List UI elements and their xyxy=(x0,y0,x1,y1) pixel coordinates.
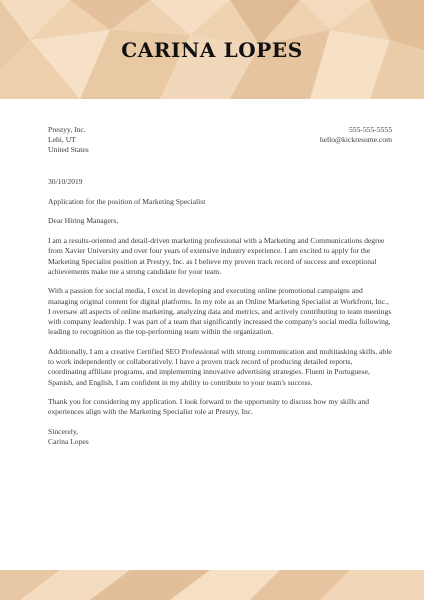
letter-paragraph: Additionally, I am a creative Certified SEO Professional with strong communication and multitasking skills, able to work independently or collaboratively. I have a proven track record of producing detailed reports, coordinating affiliate programs, and implementing innovative advertising strategies. Fluent in Portuguese, Spanish, and English, I am confident in my ability to contribute to your team's success. xyxy=(48,346,392,387)
letter-paragraph: Thank you for considering my application. I look forward to the opportunity to discuss how my skills and experiences align with the Marketing Specialist role at Prestyy, Inc. xyxy=(48,397,369,417)
letter-paragraph: With a passion for social media, I excel in developing and executing online promotional campaigns and managing original content for digital platforms. In my role as an Online Marketing Specialist at Workfront, Inc., I oversaw all aspects of online marketing, analyzing data and metrics, and actively contributing to team meetings with company leadership. I was part of a team that significantly increased the company's social media following, leading to recognition as the top-performing team within the organization. xyxy=(48,286,392,337)
letter-signature: Carina Lopes xyxy=(48,437,89,447)
sender-email: hello@kickresume.com xyxy=(319,135,392,145)
letter-body xyxy=(48,177,392,457)
sender-phone: 555-555-5555 xyxy=(348,125,392,134)
letter-paragraph: I am a results-oriented and detail-driven marketing professional with a Marketing and Communications degree from Xavier University and over four years of extensive industry experience. I am excited to apply for the Marketing Specialist position at Prestyy, Inc. as I believe my proven track record of success and exceptional achievements make me a strong candidate for your team. xyxy=(48,236,385,276)
recipient-city: Lehi, UT xyxy=(48,135,76,145)
letter-subject: Application for the position of Marketing Specialist xyxy=(48,196,206,206)
footer-polygon-pattern xyxy=(0,570,424,600)
address-block xyxy=(48,125,392,156)
candidate-name: CARINA LOPES xyxy=(121,38,303,62)
letter-closing: Sincerely, xyxy=(48,427,79,437)
header-pattern xyxy=(0,0,424,99)
letter-date: 30/10/2019 xyxy=(48,177,83,186)
sender-contact xyxy=(320,125,392,145)
recipient-address xyxy=(48,125,89,156)
recipient-company: Prestyy, Inc. xyxy=(48,125,86,134)
footer-pattern xyxy=(0,570,424,600)
recipient-country: United States xyxy=(48,145,89,155)
letter-greeting: Dear Hiring Managers, xyxy=(48,216,119,226)
